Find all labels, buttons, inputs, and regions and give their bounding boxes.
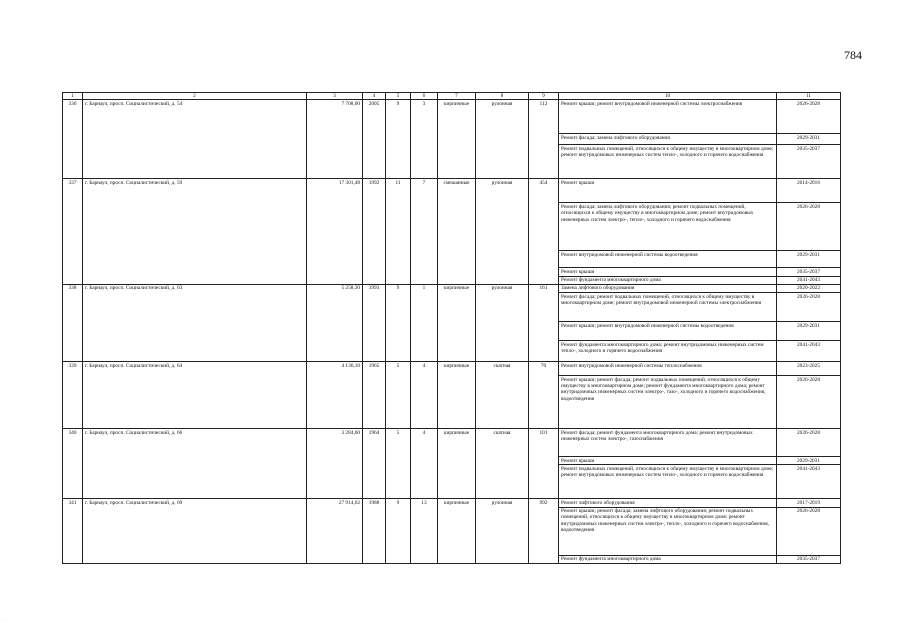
work-description: Ремонт подвальных помещений, относящихся к общему имуществу в многоквартирном доме; ремонт внутридомовых инженерных систем тепло-, холодного и горячего водоснабжения [559, 145, 777, 179]
column-number-row [63, 93, 841, 100]
work-period: 2026-2028 [777, 293, 841, 322]
work-period: 2029-2031 [777, 322, 841, 341]
work-description: Замена лифтового оборудования [559, 284, 777, 292]
work-period: 2035-2037 [777, 555, 841, 563]
work-description: Ремонт фасада; ремонт подвальных помещений, относящихся к общему имуществу в многоквартирном доме; ремонт внутридомовой инженерной системы электроснабжения [559, 293, 777, 322]
work-description: Ремонт фундамента многоквартирного дома; ремонт внутридомовых инженерных систем тепло-, холодного и горячего водоснабжения [559, 341, 777, 362]
column-number: 10 [559, 93, 777, 100]
building-roof-type: рулонная [476, 179, 529, 284]
building-residents: 112 [529, 100, 559, 179]
work-description: Ремонт крыши [559, 179, 777, 203]
column-number: 3 [307, 93, 363, 100]
repair-schedule-table [62, 92, 841, 564]
building-entrances: 1 [411, 284, 438, 361]
building-residents: 161 [529, 284, 559, 361]
work-period: 2041-2043 [777, 465, 841, 499]
work-description: Ремонт крыши; ремонт фасада; замена лифтового оборудования; ремонт подвальных помещений, относящихся к общему имуществу в многоквартирном доме; ремонт внутридомовых инженерных систем электро-, тепло-, холодного и горячего водоснабжения, водоотведения [559, 507, 777, 555]
building-address: г. Барнаул, просп. Социалистический, д. 54 [83, 100, 307, 179]
work-period: 2026-2028 [777, 100, 841, 134]
column-number: 9 [529, 93, 559, 100]
work-description: Ремонт крыши; ремонт внутридомовой инженерной системы водоотведения [559, 322, 777, 341]
building-roof-type: рулонная [476, 100, 529, 179]
building-wall-material: кирпичные [438, 429, 476, 499]
building-entrances: 4 [411, 429, 438, 499]
work-description: Ремонт фундамента многоквартирного дома [559, 276, 777, 284]
work-period: 2029-2031 [777, 134, 841, 145]
work-period: 2014-2016 [777, 179, 841, 203]
building-roof-type: скатная [476, 362, 529, 429]
building-roof-type: рулонная [476, 284, 529, 361]
building-area: 7 708,00 [307, 100, 363, 179]
table-row [63, 429, 841, 457]
building-roof-type: рулонная [476, 499, 529, 563]
building-entrances: 3 [411, 100, 438, 179]
building-number: 338 [63, 284, 83, 361]
work-period: 2035-2037 [777, 268, 841, 276]
column-number: 6 [411, 93, 438, 100]
work-description: Ремонт фасада; замена лифтового оборудования [559, 134, 777, 145]
work-description: Ремонт фасада; замена лифтового оборудования; ремонт подвальных помещений, относящихся к общему имуществу в многоквартирном доме; ремонт внутридомовых инженерных систем электро-, тепло-, холодного и горячего водоснабжения [559, 203, 777, 251]
building-area: 3 284,60 [307, 429, 363, 499]
table-row [63, 100, 841, 134]
work-description: Ремонт фундамента многоквартирного дома [559, 555, 777, 563]
column-number: 8 [476, 93, 529, 100]
building-floors: 11 [386, 179, 411, 284]
table-row [63, 499, 841, 507]
building-floors: 9 [386, 499, 411, 563]
work-period: 2026-2028 [777, 507, 841, 555]
building-wall-material: кирпичные [438, 100, 476, 179]
building-number: 337 [63, 179, 83, 284]
column-number: 5 [386, 93, 411, 100]
building-area: 5 258,30 [307, 284, 363, 361]
building-entrances: 4 [411, 362, 438, 429]
work-description: Ремонт крыши [559, 268, 777, 276]
building-address: г. Барнаул, просп. Социалистический, д. 69 [83, 499, 307, 563]
building-area: 17 301,48 [307, 179, 363, 284]
building-entrances: 13 [411, 499, 438, 563]
building-address: г. Барнаул, просп. Социалистический, д. 63 [83, 284, 307, 361]
building-wall-material: кирпичные [438, 284, 476, 361]
building-wall-material: кирпичные [438, 499, 476, 563]
work-description: Ремонт подвальных помещений, относящихся к общему имуществу в многоквартирном доме; ремонт внутридомовых инженерных систем тепло-, холодного и горячего водоснабжения [559, 465, 777, 499]
building-roof-type: скатная [476, 429, 529, 499]
building-floors: 9 [386, 100, 411, 179]
building-floors: 5 [386, 362, 411, 429]
work-period: 2026-2028 [777, 376, 841, 429]
building-residents: 992 [529, 499, 559, 563]
work-description: Ремонт крыши; ремонт фасада; ремонт подвальных помещений, относящихся к общему имуществу в многоквартирном доме; ремонт фундамента многоквартирного дома; ремонт внутридомовых инженерных систем электро-, газо-, холодного и горячего водоснабжения, водоотведения [559, 376, 777, 429]
table-row [63, 179, 841, 203]
building-number: 341 [63, 499, 83, 563]
work-period: 2023-2025 [777, 362, 841, 376]
work-description: Ремонт внутридомовой инженерной системы водоотведения [559, 251, 777, 268]
building-year: 1988 [363, 499, 386, 563]
building-residents: 70 [529, 362, 559, 429]
building-entrances: 7 [411, 179, 438, 284]
work-description: Ремонт крыши [559, 457, 777, 465]
building-residents: 454 [529, 179, 559, 284]
building-wall-material: кирпичные [438, 362, 476, 429]
building-wall-material: смешанные [438, 179, 476, 284]
building-area: 4 136,10 [307, 362, 363, 429]
work-period: 2029-2031 [777, 457, 841, 465]
building-number: 340 [63, 429, 83, 499]
scan-mark: · [5, 618, 7, 623]
column-number: 4 [363, 93, 386, 100]
building-year: 1992 [363, 179, 386, 284]
building-residents: 101 [529, 429, 559, 499]
building-year: 1965 [363, 362, 386, 429]
building-address: г. Барнаул, просп. Социалистический, д. 59 [83, 179, 307, 284]
work-period: 2041-2043 [777, 276, 841, 284]
work-period: 2029-2031 [777, 251, 841, 268]
work-period: 2026-2028 [777, 203, 841, 251]
work-period: 2041-2043 [777, 341, 841, 362]
building-area: 27 914,62 [307, 499, 363, 563]
page-number: 784 [844, 48, 862, 62]
table-row [63, 362, 841, 376]
column-number: 2 [83, 93, 307, 100]
table-row [63, 284, 841, 292]
building-year: 1993 [363, 284, 386, 361]
building-floors: 5 [386, 429, 411, 499]
building-floors: 9 [386, 284, 411, 361]
building-year: 1964 [363, 429, 386, 499]
work-description: Ремонт внутридомовой инженерной системы теплоснабжения [559, 362, 777, 376]
work-period: 2017-2019 [777, 499, 841, 507]
column-number: 1 [63, 93, 83, 100]
work-period: 2026-2028 [777, 429, 841, 457]
work-description: Ремонт крыши; ремонт внутридомовой инженерной системы электроснабжения [559, 100, 777, 134]
building-address: г. Барнаул, просп. Социалистический, д. 66 [83, 429, 307, 499]
column-number: 7 [438, 93, 476, 100]
work-period: 2020-2022 [777, 284, 841, 292]
building-address: г. Барнаул, просп. Социалистический, д. 64 [83, 362, 307, 429]
work-description: Ремонт лифтового оборудования [559, 499, 777, 507]
building-number: 336 [63, 100, 83, 179]
work-description: Ремонт фасада; ремонт фундамента многоквартирного дома; ремонт внутридомовых инженерных систем электро-, газоснабжения [559, 429, 777, 457]
building-year: 2005 [363, 100, 386, 179]
building-number: 339 [63, 362, 83, 429]
column-number: 11 [777, 93, 841, 100]
work-period: 2035-2037 [777, 145, 841, 179]
